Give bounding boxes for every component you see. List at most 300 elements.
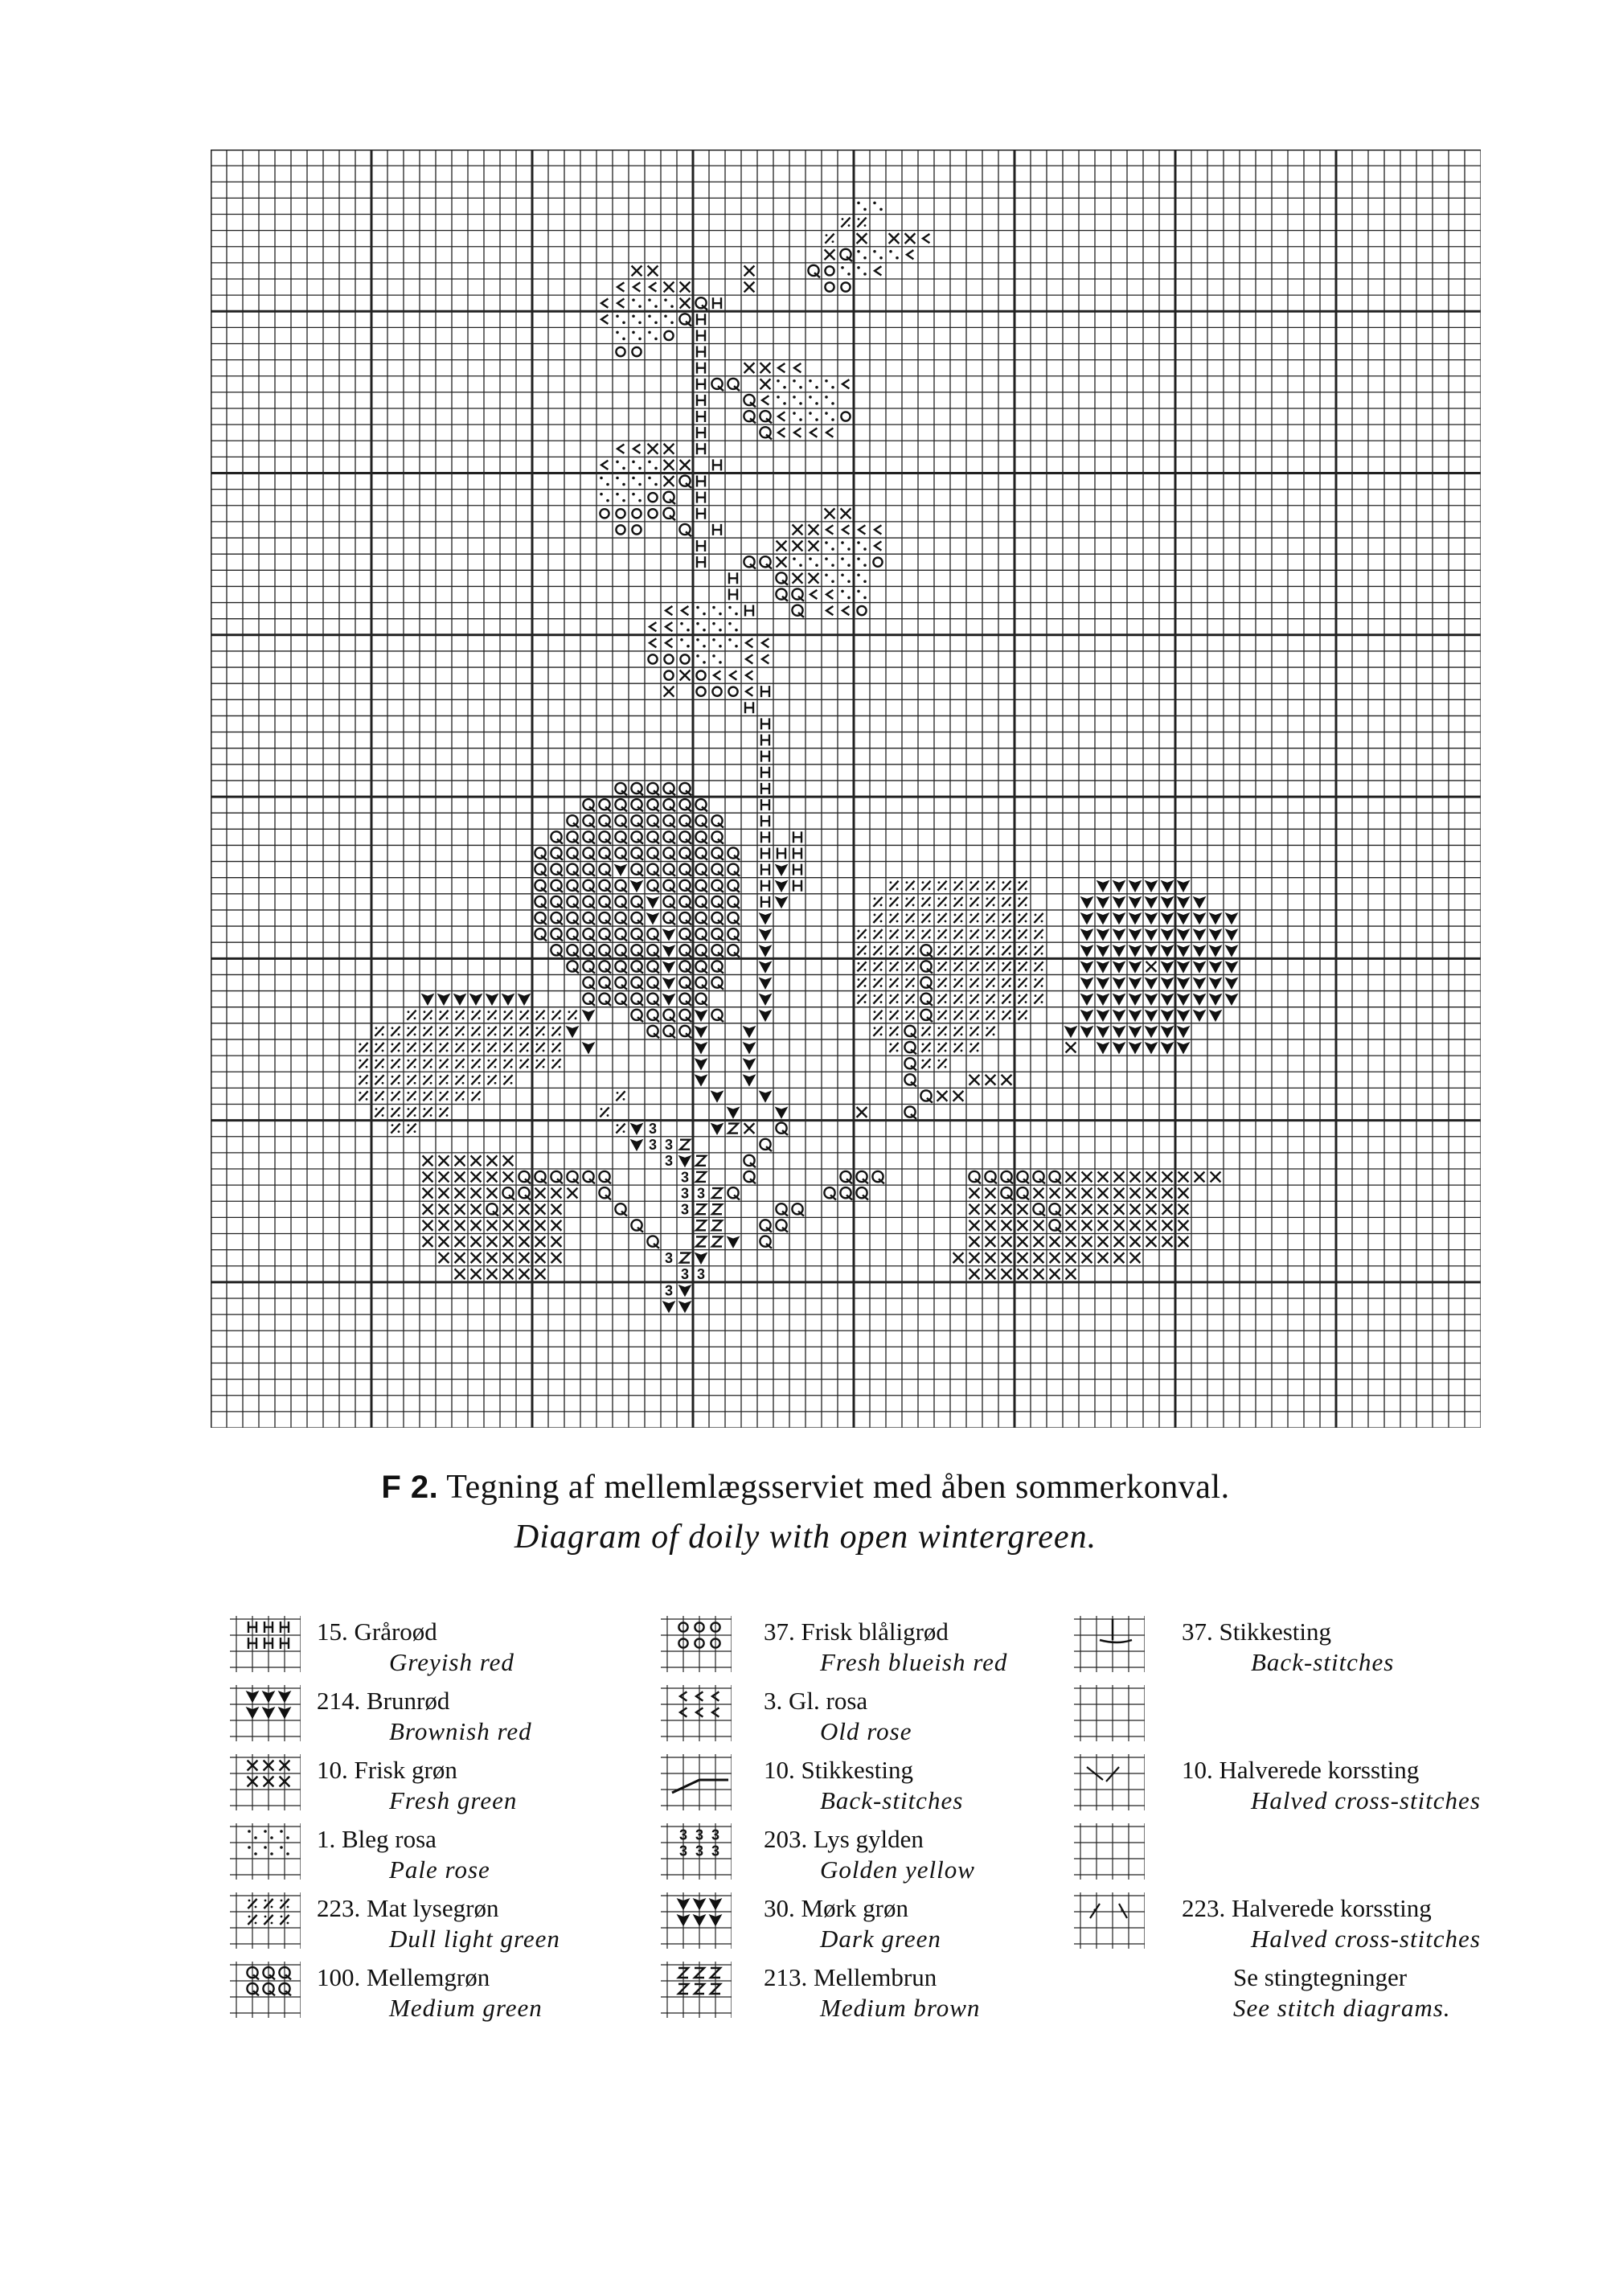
stitch-dull-light-green (905, 994, 914, 1004)
stitch-fresh-bluish-red (696, 670, 705, 679)
stitch-brownish-red (1209, 929, 1223, 941)
stitch-fresh-green (455, 1188, 465, 1199)
stitch-dull-light-green (535, 1059, 544, 1068)
stitch-fresh-green (519, 1236, 530, 1247)
stitch-greyish-red (793, 847, 801, 859)
stitch-brownish-red (1080, 994, 1094, 1006)
stitch-golden-yellow (681, 1169, 689, 1185)
stitch-medium-green (679, 831, 691, 843)
stitch-fresh-green (535, 1253, 546, 1263)
stitch-fresh-green (1146, 1172, 1157, 1183)
stitch-medium-green (583, 815, 595, 827)
stitch-fresh-green (1082, 1253, 1092, 1263)
stitch-fresh-green (1082, 1188, 1092, 1199)
stitch-fresh-green (455, 1253, 465, 1263)
stitch-fresh-green (535, 1220, 546, 1231)
stitch-pale-rose (632, 331, 642, 341)
stitch-dull-light-green (439, 1107, 448, 1117)
stitch-fresh-green (551, 1204, 562, 1215)
stitch-medium-green (792, 1203, 804, 1216)
legend-english-name: Fresh blueish red (820, 1648, 1008, 1676)
stitch-brownish-red (1209, 912, 1223, 925)
stitch-dull-light-green (857, 961, 866, 971)
stitch-dull-light-green (905, 1011, 914, 1020)
stitch-dull-light-green (857, 929, 866, 939)
stitch-medium-green (663, 864, 675, 876)
stitch-dull-light-green (969, 897, 978, 907)
stitch-dull-light-green (616, 1091, 625, 1101)
legend-item (659, 1685, 1045, 1754)
stitch-fresh-bluish-red (825, 282, 834, 291)
stitch-greyish-red (697, 508, 705, 519)
stitch-dull-light-green (471, 1043, 480, 1052)
stitch-medium-green (695, 929, 707, 941)
stitch-dull-light-green (391, 1107, 400, 1117)
stitch-dull-light-green (1018, 961, 1027, 971)
stitch-dull-light-green (439, 1059, 448, 1068)
stitch-dull-light-green (857, 945, 866, 955)
stitch-fresh-green (535, 1188, 546, 1199)
stitch-brownish-red (1177, 945, 1191, 957)
stitch-dull-light-green (873, 897, 882, 907)
stitch-dull-light-green (905, 881, 914, 891)
stitch-brownish-red (1145, 945, 1158, 957)
stitch-fresh-green (1066, 1269, 1076, 1279)
stitch-medium-green (679, 524, 691, 536)
stitch-dull-light-green (1018, 929, 1027, 939)
stitch-old-rose (778, 428, 785, 437)
legend-thread-number: 10. (764, 1756, 795, 1784)
stitch-dull-light-green (1034, 929, 1043, 939)
stitch-pale-rose (889, 250, 899, 260)
svg-text:3: 3 (664, 1250, 674, 1267)
stitch-dull-light-green (921, 1059, 930, 1068)
stitch-fresh-green (969, 1269, 980, 1279)
stitch-medium-green (583, 929, 595, 941)
stitch-pale-rose (728, 622, 738, 632)
stitch-brownish-red (1097, 977, 1110, 989)
stitch-brownish-red (614, 864, 628, 876)
stitch-greyish-red (761, 815, 769, 826)
stitch-medium-green (647, 880, 659, 892)
legend-number-and-danish-name (317, 1825, 437, 1854)
stitch-old-rose (746, 687, 752, 696)
stitch-fresh-green (455, 1236, 465, 1247)
stitch-medium-green (551, 864, 563, 876)
stitch-medium-green (647, 799, 659, 811)
stitch-medium-green (1001, 1187, 1013, 1199)
stitch-medium-green (695, 847, 707, 859)
legend-number-and-danish-name (764, 1617, 949, 1646)
stitch-medium-green (647, 864, 659, 876)
stitch-medium-brown (696, 1204, 706, 1214)
stitch-fresh-green (1146, 1236, 1157, 1247)
stitch-dull-light-green (873, 1027, 882, 1036)
stitch-brownish-red (1161, 994, 1174, 1006)
stitch-pale-rose (857, 557, 867, 567)
stitch-greyish-red (713, 524, 721, 535)
stitch-pale-rose (728, 638, 738, 648)
stitch-fresh-green (986, 1188, 996, 1199)
stitch-brownish-red (1097, 1010, 1110, 1022)
stitch-medium-green (647, 831, 659, 843)
stitch-dull-light-green (921, 1043, 930, 1052)
legend-thread-number: 223. (317, 1894, 361, 1922)
stitch-medium-green (567, 880, 579, 892)
stitch-dull-light-green (921, 929, 930, 939)
stitch-pale-rose (857, 573, 867, 583)
stitch-dull-light-green (953, 994, 962, 1004)
stitch-pale-rose (648, 314, 658, 324)
stitch-dull-light-green (937, 1027, 946, 1036)
stitch-fresh-bluish-red (728, 687, 737, 696)
stitch-brownish-red (1129, 1026, 1142, 1038)
stitch-brownish-red (1177, 1026, 1191, 1038)
stitch-fresh-green (535, 1269, 546, 1279)
stitch-brownish-red (1225, 929, 1239, 941)
stitch-brownish-red (1145, 1042, 1158, 1054)
stitch-dull-light-green (1002, 881, 1010, 891)
stitch-greyish-red (697, 395, 705, 406)
svg-text:3: 3 (664, 1282, 674, 1299)
legend-swatch (228, 1823, 301, 1891)
legend-number-and-danish-name (317, 1617, 437, 1646)
legend-item (1072, 1616, 1523, 1685)
stitch-fresh-green (1082, 1236, 1092, 1247)
legend-number-and-danish-name (317, 1756, 457, 1785)
stitch-dull-light-green (600, 1107, 609, 1117)
stitch-old-rose (617, 299, 624, 308)
stitch-dull-light-green (986, 881, 994, 891)
stitch-old-rose (778, 363, 785, 372)
stitch-fresh-bluish-red (664, 331, 673, 340)
stitch-medium-brown (696, 1172, 706, 1182)
legend-item (1072, 1962, 1523, 2031)
stitch-brownish-red (1193, 961, 1207, 973)
stitch-fresh-green (1066, 1172, 1076, 1183)
stitch-dull-light-green (953, 1027, 962, 1036)
stitch-dull-light-green (857, 218, 866, 228)
stitch-pale-rose (809, 379, 818, 389)
stitch-medium-green (679, 815, 691, 827)
stitch-medium-green (760, 556, 772, 568)
legend-danish-name: Gråroød (354, 1617, 437, 1646)
stitch-greyish-red (793, 880, 801, 892)
stitch-old-rose (875, 266, 881, 275)
stitch-brownish-red (1209, 994, 1223, 1006)
stitch-medium-green (679, 314, 691, 326)
stitch-dull-light-green (953, 1011, 962, 1020)
stitch-dull-light-green (375, 1043, 383, 1052)
stitch-brownish-red (1080, 945, 1094, 957)
stitch-medium-green (695, 799, 707, 811)
stitch-fresh-green (487, 1220, 498, 1231)
stitch-medium-green (711, 831, 724, 843)
stitch-pale-rose (728, 606, 738, 616)
stitch-golden-yellow (681, 1186, 689, 1202)
stitch-brownish-red (1145, 880, 1158, 892)
stitch-pale-rose (696, 654, 706, 664)
stitch-medium-green (695, 864, 707, 876)
stitch-dull-light-green (905, 961, 914, 971)
stitch-old-rose (794, 363, 801, 372)
stitch-dull-light-green (953, 961, 962, 971)
legend-swatch (659, 1754, 732, 1822)
stitch-dull-light-green (519, 1043, 528, 1052)
stitch-dull-light-green (519, 1011, 528, 1020)
legend-thread-number: 203. (764, 1825, 808, 1853)
stitch-brownish-red (1193, 896, 1207, 908)
legend-number-and-danish-name (1182, 1894, 1432, 1923)
legend-item (1072, 1685, 1523, 1754)
stitch-brownish-red (1145, 1026, 1158, 1038)
stitch-brownish-red (1161, 1042, 1174, 1054)
stitch-golden-yellow (681, 1202, 689, 1218)
stitch-old-rose (762, 396, 769, 404)
stitch-pale-rose (841, 557, 851, 567)
stitch-brownish-red (453, 994, 467, 1006)
svg-text:3: 3 (664, 1153, 674, 1170)
stitch-pale-rose (857, 541, 867, 551)
stitch-medium-green (856, 1171, 868, 1183)
stitch-dull-light-green (1018, 945, 1027, 955)
stitch-medium-green (551, 1171, 563, 1183)
stitch-medium-green (920, 961, 933, 973)
stitch-medium-green (631, 977, 643, 989)
legend-english-name: Fresh green (389, 1786, 518, 1814)
stitch-brownish-red (1113, 1010, 1126, 1022)
stitch-fresh-green (1050, 1236, 1060, 1247)
stitch-brownish-red (421, 994, 435, 1006)
stitch-dull-light-green (1034, 945, 1043, 955)
stitch-brownish-red (1097, 929, 1110, 941)
stitch-brownish-red (1097, 912, 1110, 925)
stitch-fresh-green (1034, 1269, 1044, 1279)
stitch-fresh-green (455, 1204, 465, 1215)
stitch-medium-green (615, 994, 627, 1006)
stitch-medium-green (679, 896, 691, 908)
stitch-dull-light-green (439, 1075, 448, 1084)
stitch-old-rose (826, 525, 833, 534)
stitch-brownish-red (1209, 945, 1223, 957)
stitch-dull-light-green (1002, 961, 1010, 971)
stitch-fresh-green (1130, 1253, 1141, 1263)
stitch-dull-light-green (455, 1075, 464, 1084)
stitch-old-rose (650, 282, 656, 291)
stitch-medium-green (615, 831, 627, 843)
stitch-dull-light-green (568, 1011, 576, 1020)
stitch-medium-brown (712, 1220, 722, 1230)
stitch-fresh-green (648, 265, 658, 276)
stitch-fresh-bluish-red (680, 654, 689, 663)
stitch-brownish-red (1225, 945, 1239, 957)
stitch-old-rose (730, 670, 736, 679)
stitch-medium-green (695, 831, 707, 843)
stitch-medium-green (792, 605, 804, 617)
stitch-medium-green (663, 1026, 675, 1038)
legend-danish-name: Halverede korssting (1232, 1894, 1432, 1922)
stitch-fresh-green (809, 541, 819, 551)
stitch-fresh-green (1130, 1220, 1141, 1231)
stitch-fresh-green (1179, 1220, 1189, 1231)
stitch-dull-light-green (391, 1043, 400, 1052)
stitch-dull-light-green (423, 1091, 432, 1101)
stitch-medium-green (599, 1187, 611, 1199)
stitch-fresh-green (1162, 1204, 1173, 1215)
stitch-brownish-red (1177, 880, 1191, 892)
stitch-fresh-green (455, 1172, 465, 1183)
legend-item (659, 1892, 1045, 1962)
stitch-brownish-red (759, 945, 773, 957)
legend-number-and-danish-name (764, 1687, 867, 1716)
stitch-dull-light-green (471, 1027, 480, 1036)
stitch-medium-green (904, 1026, 916, 1038)
stitch-fresh-green (535, 1204, 546, 1215)
stitch-medium-green (808, 265, 820, 277)
caption-english: Diagram of doily with open wintergreen. (514, 1519, 1097, 1556)
stitch-fresh-green (471, 1172, 482, 1183)
stitch-medium-green (1033, 1171, 1045, 1183)
stitch-fresh-green (503, 1236, 514, 1247)
stitch-pale-rose (825, 396, 834, 405)
stitch-pale-rose (793, 396, 802, 405)
stitch-fresh-green (423, 1220, 433, 1231)
stitch-fresh-green (1098, 1188, 1109, 1199)
stitch-brownish-red (678, 1285, 692, 1297)
stitch-brownish-red (1177, 896, 1191, 908)
stitch-medium-green (711, 896, 724, 908)
stitch-medium-green (1049, 1203, 1061, 1216)
stitch-brownish-red (1209, 1010, 1223, 1022)
stitch-fresh-bluish-red (712, 687, 721, 696)
stitch-brownish-red (437, 994, 451, 1006)
stitch-medium-green (631, 1220, 643, 1232)
legend-swatch (228, 1892, 301, 1960)
stitch-brownish-red (1113, 994, 1126, 1006)
legend-english-name: Golden yellow (820, 1855, 975, 1884)
stitch-fresh-green (1195, 1172, 1205, 1183)
legend-column-3 (1072, 1616, 1523, 2031)
legend-swatch (659, 1685, 732, 1753)
legend-swatch (1072, 1823, 1145, 1891)
stitch-dull-light-green (1034, 913, 1043, 923)
stitch-medium-brown (680, 1140, 690, 1150)
stitch-greyish-red (697, 556, 705, 568)
stitch-dull-light-green (375, 1107, 383, 1117)
stitch-old-rose (666, 622, 672, 631)
stitch-brownish-red (566, 1026, 580, 1038)
stitch-fresh-green (1002, 1220, 1012, 1231)
stitch-pale-rose (777, 396, 786, 405)
svg-text:3: 3 (696, 1266, 706, 1283)
stitch-brownish-red (743, 1042, 756, 1054)
stitch-fresh-green (1146, 1204, 1157, 1215)
stitch-fresh-bluish-red (825, 266, 834, 275)
stitch-medium-green (551, 847, 563, 859)
stitch-fresh-green (439, 1155, 449, 1166)
stitch-dull-light-green (423, 1043, 432, 1052)
stitch-fresh-green (1018, 1236, 1028, 1247)
legend-item (1072, 1823, 1523, 1892)
stitch-medium-green (567, 864, 579, 876)
stitch-fresh-green (1114, 1236, 1125, 1247)
stitch-dull-light-green (889, 945, 898, 955)
legend-thread-number: 15. (317, 1617, 348, 1646)
stitch-brownish-red (775, 880, 789, 892)
stitch-medium-green (776, 1203, 788, 1216)
stitch-brownish-red (1129, 912, 1142, 925)
stitch-golden-yellow (665, 1250, 673, 1266)
stitch-brownish-red (1225, 994, 1239, 1006)
svg-text:3: 3 (696, 1185, 706, 1202)
stitch-old-rose (601, 315, 608, 324)
legend-swatch (1072, 1754, 1145, 1822)
stitch-old-rose (746, 654, 752, 663)
stitch-fresh-green (551, 1253, 562, 1263)
stitch-medium-green (760, 1220, 772, 1232)
legend-english-name: Back-stitches (820, 1786, 964, 1814)
stitch-pale-rose (809, 557, 818, 567)
stitch-dull-light-green (471, 1091, 480, 1101)
stitch-medium-brown (696, 1156, 706, 1166)
legend-danish-name: Mørk grøn (801, 1894, 908, 1922)
stitch-brownish-red (1145, 929, 1158, 941)
stitch-brownish-red (695, 1058, 708, 1070)
stitch-medium-green (551, 929, 563, 941)
stitch-fresh-green (632, 265, 642, 276)
stitch-dull-light-green (889, 978, 898, 987)
stitch-dull-light-green (391, 1059, 400, 1068)
stitch-medium-green (535, 929, 547, 941)
stitch-fresh-green (487, 1269, 498, 1279)
stitch-dull-light-green (359, 1091, 367, 1101)
legend-danish-name: Se stingtegninger (1233, 1963, 1408, 1991)
stitch-medium-green (583, 864, 595, 876)
stitch-medium-green (760, 1139, 772, 1151)
stitch-medium-green (728, 896, 740, 908)
stitch-fresh-green (471, 1155, 482, 1166)
stitch-brownish-red (1209, 961, 1223, 973)
stitch-greyish-red (793, 864, 801, 875)
stitch-fresh-green (664, 282, 674, 293)
stitch-dull-light-green (841, 218, 850, 228)
stitch-brownish-red (662, 994, 676, 1006)
stitch-fresh-green (1098, 1220, 1109, 1231)
stitch-brownish-red (1129, 1010, 1142, 1022)
stitch-medium-green (535, 880, 547, 892)
stitch-medium-green (679, 476, 691, 488)
stitch-medium-green (744, 556, 756, 568)
stitch-fresh-green (503, 1253, 514, 1263)
stitch-fresh-green (1130, 1236, 1141, 1247)
stitch-greyish-red (777, 847, 785, 859)
stitch-fresh-green (1034, 1188, 1044, 1199)
legend-english-name: Medium brown (820, 1994, 981, 2022)
svg-text:3: 3 (680, 1201, 690, 1218)
stitch-dull-light-green (969, 1011, 978, 1020)
stitch-pale-rose (857, 590, 867, 600)
stitch-brownish-red (1097, 880, 1110, 892)
stitch-medium-green (776, 572, 788, 584)
stitch-fresh-green (439, 1253, 449, 1263)
legend-item (228, 1892, 614, 1962)
stitch-fresh-green (777, 557, 787, 568)
stitch-pale-rose (841, 590, 851, 600)
stitch-medium-green (663, 508, 675, 520)
stitch-fresh-green (1162, 1172, 1173, 1183)
stitch-medium-green (679, 847, 691, 859)
stitch-dull-light-green (1018, 978, 1027, 987)
